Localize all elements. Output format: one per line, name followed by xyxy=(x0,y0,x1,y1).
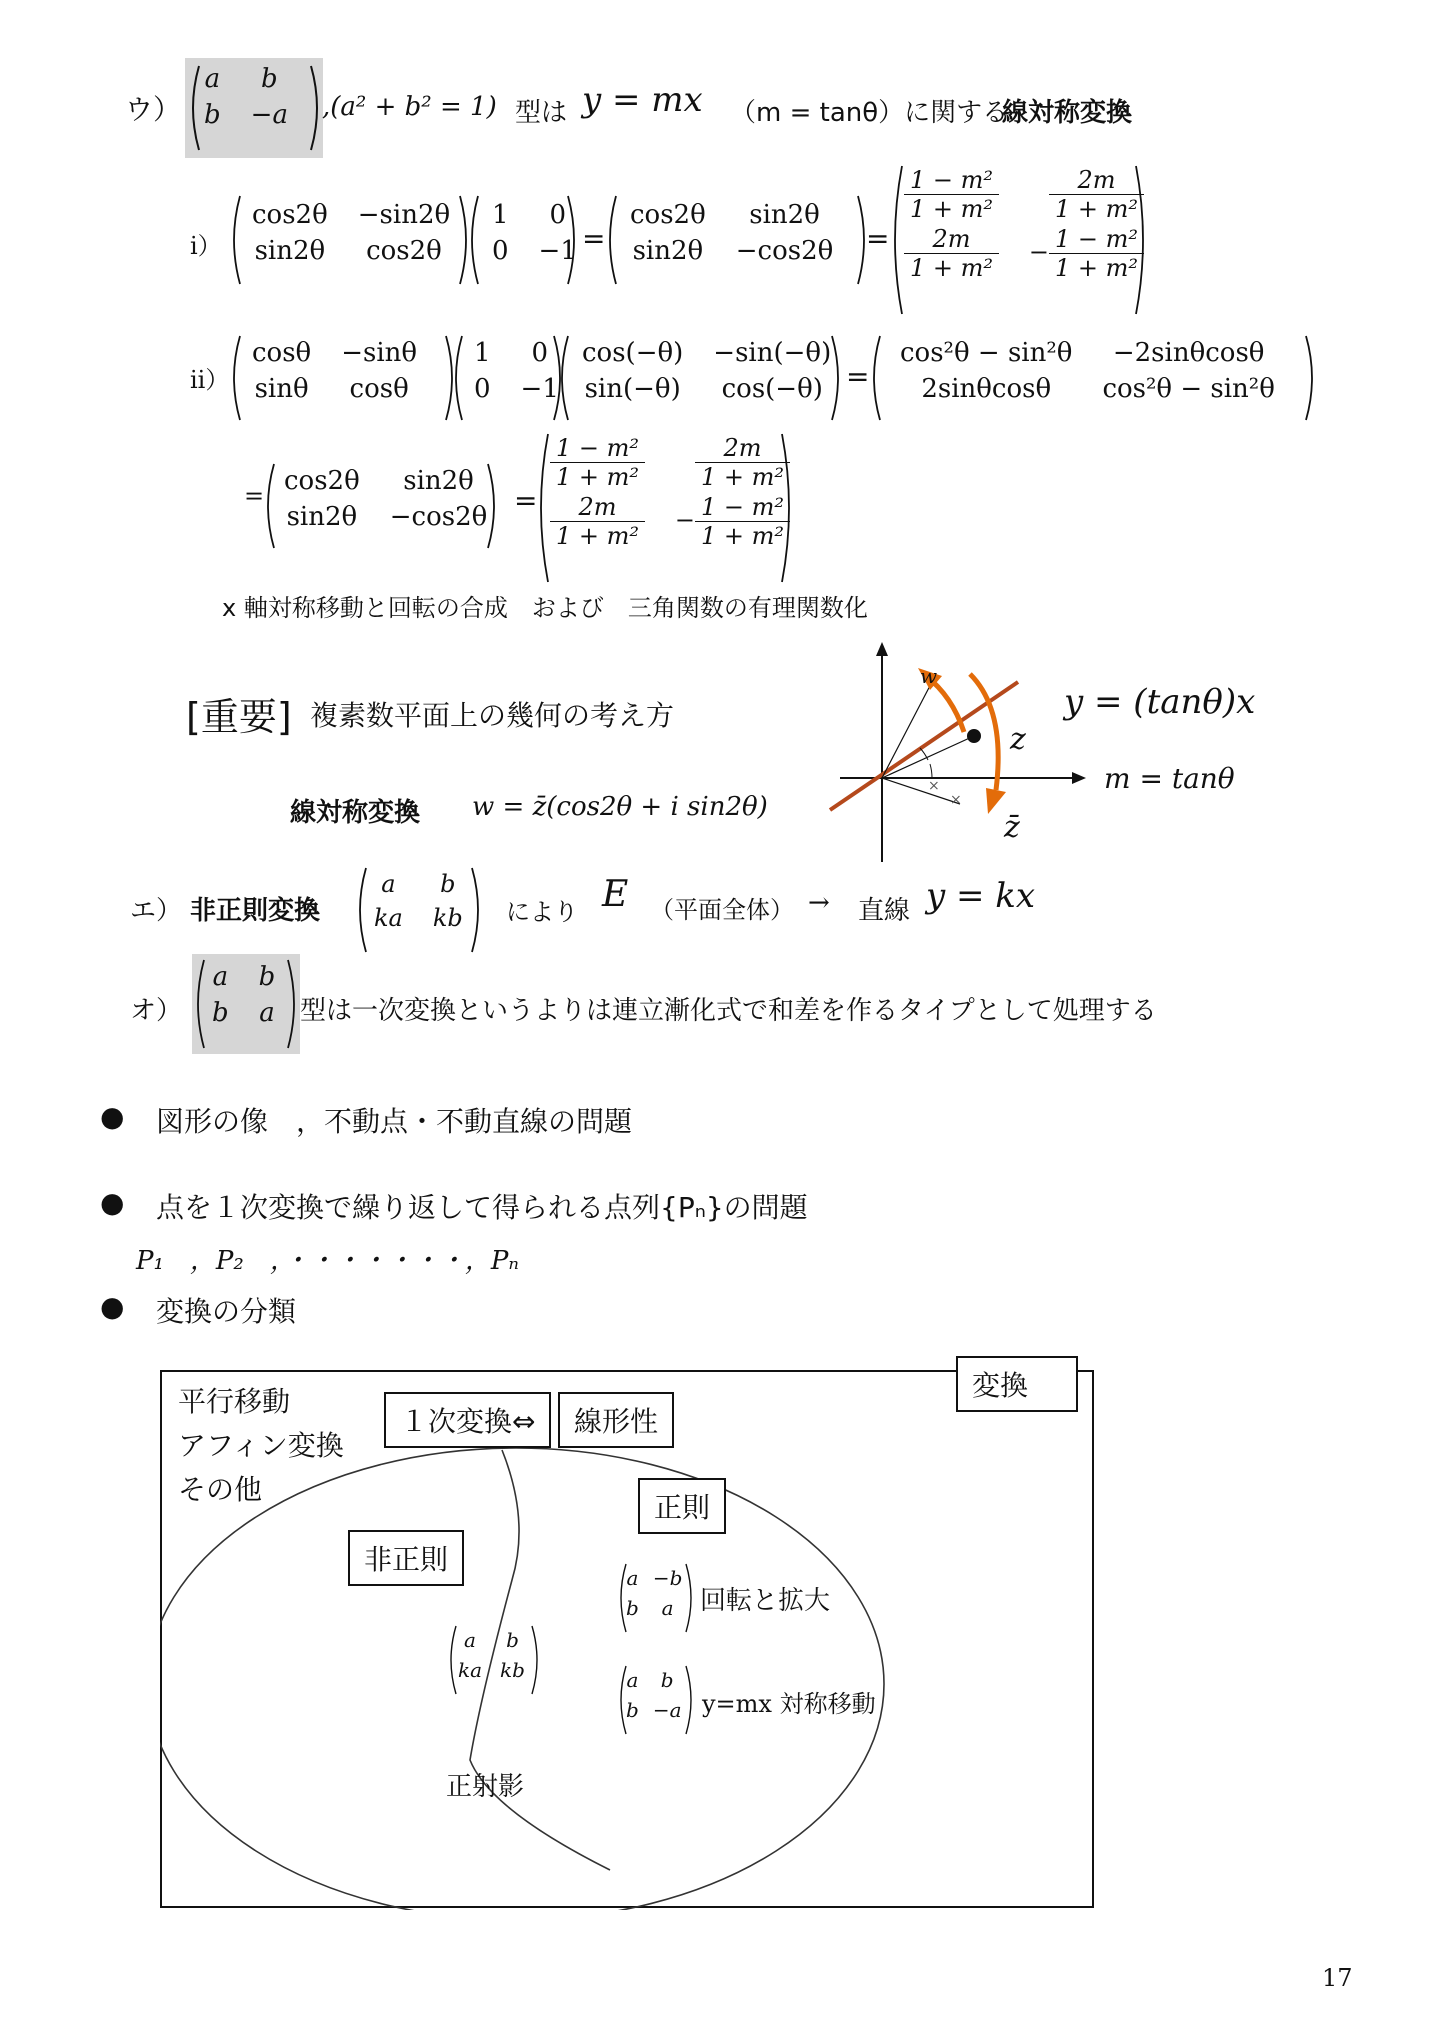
type-is: 型は xyxy=(515,98,568,128)
bullet-classification: 変換の分類 xyxy=(156,1295,297,1328)
affine-label: アフィン変換 xyxy=(178,1429,344,1462)
line-equation: y = mx xyxy=(582,80,703,120)
singular-box: 非正則 xyxy=(348,1530,464,1586)
reflection-label: y=mx 対称移動 xyxy=(702,1690,876,1718)
E-symbol: E xyxy=(602,874,629,915)
bullet-mark: ● xyxy=(100,1186,125,1219)
points-sequence: P₁ ，P₂ ，・・・・・・・，Pₙ xyxy=(136,1246,519,1276)
point-z xyxy=(967,729,981,743)
svg-text:×: × xyxy=(928,778,940,794)
i-matrix-rotation: cos2θ −sin2θ sin2θ cos2θ xyxy=(252,200,451,266)
e-line-equation: y = kx xyxy=(926,876,1036,916)
equals: = xyxy=(514,484,538,517)
fig-zbar-label: z̄ xyxy=(1004,810,1020,845)
fig-z-label: z xyxy=(1010,722,1026,757)
important-title: 複素数平面上の幾何の考え方 xyxy=(310,699,675,732)
condition: ,(a² + b² = 1) xyxy=(322,92,497,122)
i-matrix-reflect: 1 0 0 −1 xyxy=(492,200,577,266)
translation-label: 平行移動 xyxy=(178,1385,291,1418)
fig-line-equation: y = (tanθ)x xyxy=(1064,682,1256,722)
transform-box: 変換 xyxy=(956,1356,1078,1412)
equals: = xyxy=(582,222,606,255)
bullet-point-sequence: 点を１次変換で繰り返して得られる点列{Pₙ}の問題 xyxy=(156,1191,808,1224)
item-label-i: i） xyxy=(190,232,222,260)
line-symmetric-label: 線対称変換 xyxy=(1002,98,1133,128)
equals: = xyxy=(846,360,870,393)
bullet-figure-image: 図形の像 ，不動点・不動直線の問題 xyxy=(156,1105,633,1138)
rotation-matrix: a −b b a xyxy=(626,1566,683,1620)
linear-transform-box: １次変換⇔ xyxy=(384,1392,551,1448)
singular-transform-label: 非正則変換 xyxy=(190,896,321,926)
rotation-scale-label: 回転と拡大 xyxy=(700,1586,831,1616)
fig-w-label: w xyxy=(920,664,938,688)
maps-to-arrow: → xyxy=(808,888,830,918)
e-matrix: a b ka kb xyxy=(374,870,463,932)
ii-matrix-rotation: cosθ −sinθ sinθ cosθ xyxy=(252,338,418,404)
by-text: により xyxy=(506,898,578,926)
item-label-o: オ） xyxy=(130,996,183,1026)
composition-note: x 軸対称移動と回転の合成 および 三角関数の有理関数化 xyxy=(222,594,868,622)
item-label-ii: ii） xyxy=(190,366,230,394)
complex-plane-figure xyxy=(820,640,1110,870)
svg-text:×: × xyxy=(950,792,962,808)
frac-matrix-i: $\frac{\text{1 − m²}}{\text{1 + m²}}$ $\frac{2m}{\text{1 + m²}}$ $\frac{2m}{\text{1 + m²}}$ − $\frac{\text{1 − m²}}{\text{1 + m²}}$ xyxy=(904,166,1144,282)
page-number: 17 xyxy=(1322,1964,1353,1992)
line-symmetric-sub: 線対称変換 xyxy=(290,798,421,828)
m-definition: （m = tanθ）に関する xyxy=(730,98,1009,128)
item-label-e: エ） xyxy=(130,896,183,926)
ii-matrix-result: cos²θ − sin²θ −2sinθcosθ 2sinθcosθ cos²θ − sin²θ xyxy=(900,338,1275,404)
o-description: 型は一次変換というよりは連立漸化式で和差を作るタイプとして処理する xyxy=(300,996,1157,1026)
singular-matrix: a b ka kb xyxy=(458,1628,525,1682)
ii-matrix-final: cos2θ sin2θ sin2θ −cos2θ xyxy=(284,466,488,532)
equals: = xyxy=(244,482,265,510)
ii-matrix-reflect: 1 0 0 −1 xyxy=(474,338,559,404)
i-matrix-result: cos2θ sin2θ sin2θ −cos2θ xyxy=(630,200,834,266)
whole-plane: （平面全体） xyxy=(650,896,794,924)
bullet-mark: ● xyxy=(100,1100,125,1133)
linearity-box: 線形性 xyxy=(558,1392,674,1448)
ii-matrix-inverse: cos(−θ) −sin(−θ) sin(−θ) cos(−θ) xyxy=(582,338,832,404)
line-label: 直線 xyxy=(858,896,911,926)
matrix-u: a b b −a xyxy=(204,64,288,130)
o-matrix: a b b a xyxy=(212,962,276,1028)
equals: = xyxy=(866,222,890,255)
others-label: その他 xyxy=(178,1473,263,1506)
reflection-matrix: a b b −a xyxy=(626,1668,682,1722)
arrow-down xyxy=(986,788,1006,814)
orthogonal-projection-label: 正射影 xyxy=(446,1772,525,1802)
frac-matrix-ii: $\frac{\text{1 − m²}}{\text{1 + m²}}$ $\frac{2m}{\text{1 + m²}}$ $\frac{2m}{\text{1 + m²}}$ − $\frac{\text{1 − m²}}{\text{1 + m²}}$ xyxy=(550,434,790,550)
important-bracket: [重要] xyxy=(186,695,292,739)
regular-box: 正則 xyxy=(638,1478,726,1534)
item-label-u: ウ） xyxy=(125,93,182,126)
w-formula: w = z̄(cos2θ + i sin2θ) xyxy=(472,792,768,822)
fig-m-definition: m = tanθ xyxy=(1104,762,1235,795)
bullet-mark: ● xyxy=(100,1290,125,1323)
